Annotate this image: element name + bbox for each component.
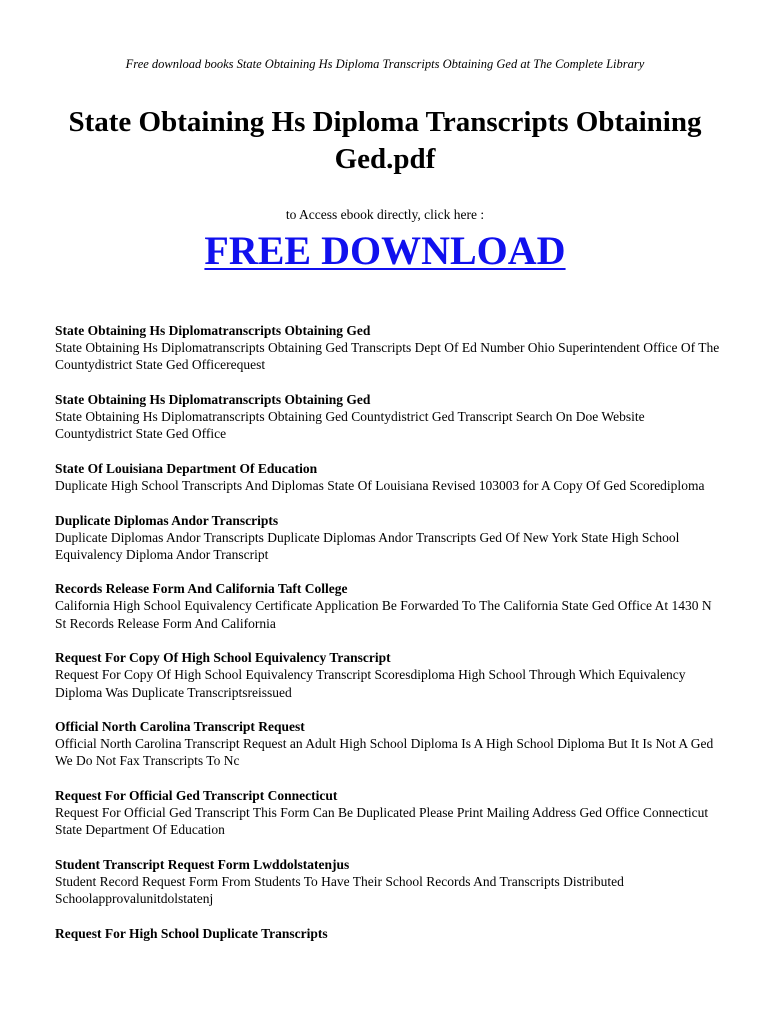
entry-title: Request For Copy Of High School Equivalency Transcript <box>55 650 391 666</box>
list-item <box>55 718 720 769</box>
access-instruction: to Access ebook directly, click here : <box>285 207 485 222</box>
list-item <box>55 925 720 942</box>
entry-description: Request For Official Ged Transcript This Form Can Be Duplicated Please Print Mailing Address Ged Office Connecticut State Department Of Education <box>55 805 709 838</box>
entry-description: California High School Equivalency Certificate Application Be Forwarded To The California State Ged Office At 1430 N St Records Release Form And California <box>55 598 712 631</box>
list-item <box>55 512 720 563</box>
page-header: Free download books State Obtaining Hs Diploma Transcripts Obtaining Ged at The Complete Library <box>125 57 645 71</box>
entry-description: Student Record Request Form From Students To Have Their School Records And Transcripts Distributed Schoolapprovalunitdolstatenj <box>55 874 624 907</box>
entry-title: Duplicate Diplomas Andor Transcripts <box>55 512 279 528</box>
list-item <box>55 322 720 373</box>
entry-list <box>55 322 720 959</box>
entry-description: Duplicate High School Transcripts And Diplomas State Of Louisiana Revised 103003 for A Copy Of Ged Scorediploma <box>55 477 705 493</box>
free-download-link[interactable]: FREE DOWNLOAD <box>204 228 566 273</box>
entry-title: State Obtaining Hs Diplomatranscripts Obtaining Ged <box>55 323 371 338</box>
entry-description: Duplicate Diplomas Andor Transcripts Duplicate Diplomas Andor Transcripts Ged Of New York State High School Equivalency Diploma Andor Transcript <box>55 529 680 562</box>
entry-description: State Obtaining Hs Diplomatranscripts Obtaining Ged Transcripts Dept Of Ed Number Ohio Superintendent Office Of The Countydistrict State Ged Officerequest <box>55 340 720 373</box>
entry-description: State Obtaining Hs Diplomatranscripts Obtaining Ged Countydistrict Ged Transcript Search On Doe Website Countydistrict State Ged Office <box>55 408 645 442</box>
entry-title: Student Transcript Request Form Lwddolstatenjus <box>55 857 350 873</box>
entry-title: Request For Official Ged Transcript Connecticut <box>55 788 338 804</box>
entry-title: Request For High School Duplicate Transcripts <box>55 925 328 941</box>
list-item <box>55 856 720 907</box>
list-item <box>55 460 720 494</box>
list-item <box>55 649 720 700</box>
entry-description: Official North Carolina Transcript Request an Adult High School Diploma Is A High School Diploma But It Is Not A Ged We Do Not Fax Transcripts To Nc <box>55 736 714 769</box>
entry-title: Official North Carolina Transcript Request <box>55 719 305 735</box>
list-item <box>55 787 720 838</box>
list-item <box>55 580 720 631</box>
entry-title: State Of Louisiana Department Of Education <box>55 460 318 476</box>
entry-title: State Obtaining Hs Diplomatranscripts Obtaining Ged <box>55 391 371 407</box>
entry-description: Request For Copy Of High School Equivalency Transcript Scoresdiploma High School Through Which Equivalency Diploma Was Duplicate Transcriptsreissued <box>55 667 686 700</box>
document-title: State Obtaining Hs Diploma Transcripts Obtaining Ged.pdf <box>68 106 702 175</box>
entry-title: Records Release Form And California Taft College <box>55 581 348 597</box>
list-item <box>55 391 720 442</box>
